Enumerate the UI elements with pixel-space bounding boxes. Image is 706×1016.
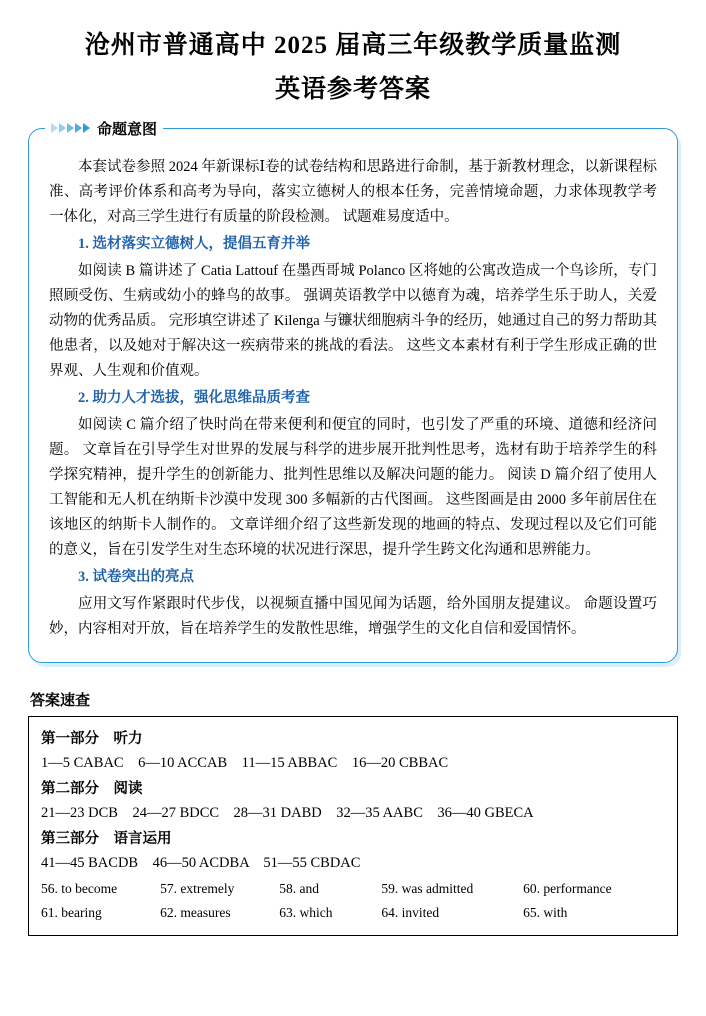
answers-label: 答案速查	[30, 693, 91, 709]
intent-body	[49, 155, 657, 642]
blank-answer: 61. bearing	[41, 905, 102, 920]
blank-answer: 58. and	[279, 881, 319, 896]
blank-answer: 56. to become	[41, 881, 118, 896]
answers-part3-line: 41—45 BACDB 46—50 ACDBA 51—55 CBDAC	[41, 855, 361, 871]
blank-answer: 60. performance	[523, 881, 612, 896]
answers-part3-heading: 第三部分 语言运用	[41, 831, 172, 847]
blank-answer: 59. was admitted	[381, 881, 474, 896]
page-title	[28, 26, 678, 110]
blank-answer: 62. measures	[160, 905, 231, 920]
blank-answer: 64. invited	[381, 905, 440, 920]
intent-paragraph-0: 本套试卷参照 2024 年新课标Ⅰ卷的试卷结构和思路进行命制，基于新教材理念，以新课程标准、高考评价体系和高考为导向，落实立德树人的根本任务，完善情境命题，力求体现教学考一体化，对高三学生进行有质量的阶段检测。 试题难易度适中。	[49, 159, 657, 225]
intent-heading: 命题意图	[97, 121, 158, 138]
blank-answer: 65. with	[523, 905, 568, 920]
title-line-2: 英语参考答案	[274, 76, 431, 103]
title-line-1: 沧州市普通高中 2025 届高三年级教学质量监测	[84, 32, 622, 59]
answers-part2-line: 21—23 DCB 24—27 BDCC 28—31 DABD 32—35 AABC 36—40 GBECA	[41, 805, 534, 821]
intent-subheading-3: 3. 试卷突出的亮点	[78, 569, 194, 585]
intent-section-body-1: 如阅读 B 篇讲述了 Catia Lattouf 在墨西哥城 Polanco 区将她的公寓改造成一个鸟诊所，专门照顾受伤、生病或幼小的蜂鸟的故事。 强调英语教学中以德育为魂，培养学生乐于助人，关爱动物的优秀品质。 完形填空讲述了 Kilenga 与镰状细胞病斗争的经历，她通过自己的努力帮助其他患者，以及她对于解决这一疾病带来的挑战的看法。 这些文本素材有利于学生形成正确的世界观、人生观和价值观。	[49, 263, 657, 379]
arrows-icon	[51, 123, 91, 133]
intent-section-body-3: 应用文写作紧跟时代步伐，以视频直播中国见闻为话题，给外国朋友提建议。 命题设置巧妙，内容相对开放，旨在培养学生的发散性思维，增强学生的文化自信和爱国情怀。	[49, 596, 657, 637]
intent-section-body-2: 如阅读 C 篇介绍了快时尚在带来便利和便宜的同时，也引发了严重的环境、道德和经济问题。 文章旨在引导学生对世界的发展与科学的进步展开批判性思考，选材有助于培养学生的科学探究精神，提升学生的创新能力、批判性思维以及解决问题的能力。 阅读 D 篇介绍了使用人工智能和无人机在纳斯卡沙漠中发现 300 多幅新的古代图画。 这些图画是由 2000 多年前居住在该地区的纳斯卡人制作的。 文章详细介绍了这些新发现的地画的特点、发现过程以及它们可能的意义，旨在引发学生对生态环境的状况进行深思，提升学生跨文化沟通和思辨能力。	[49, 417, 657, 558]
intent-box	[28, 121, 678, 663]
blank-answer: 63. which	[279, 905, 333, 920]
answers-part1-heading: 第一部分 听力	[41, 731, 143, 747]
blank-answer: 57. extremely	[160, 881, 235, 896]
answers-blanks-row-1	[41, 877, 665, 901]
answers-part1-line: 1—5 CABAC 6—10 ACCAB 11—15 ABBAC 16—20 CBBAC	[41, 755, 449, 771]
intent-header	[45, 117, 163, 139]
intent-subheading-2: 2. 助力人才选拔，强化思维品质考查	[78, 390, 310, 406]
intent-section	[28, 121, 678, 663]
answers-box	[28, 716, 678, 936]
answers-part2-heading: 第二部分 阅读	[41, 781, 143, 797]
answers-blanks-row-2	[41, 901, 665, 925]
intent-subheading-1: 1. 选材落实立德树人，提倡五育并举	[78, 236, 310, 252]
